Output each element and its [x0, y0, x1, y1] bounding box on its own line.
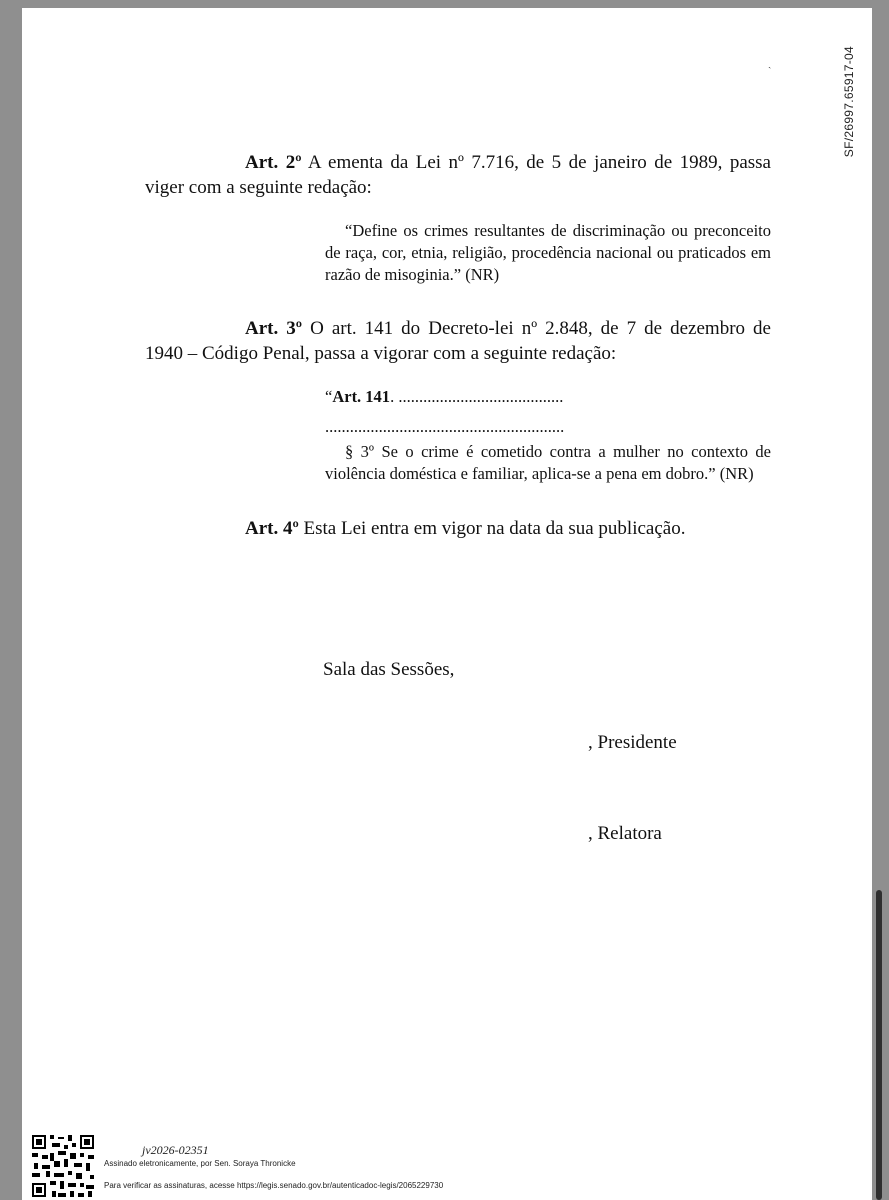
document-page — [22, 8, 872, 1200]
open-quote: “ — [325, 387, 333, 406]
signature-note: Assinado eletronicamente, por Sen. Soraya Thronicke — [104, 1159, 296, 1168]
sala-das-sessoes: Sala das Sessões, — [323, 659, 455, 680]
relatora-signature: , Relatora — [588, 823, 662, 844]
article-3-text: O art. 141 do Decreto-lei nº 2.848, de 7 de dezembro de 1940 – Código Penal, passa a vigorar com a seguinte redação: — [145, 318, 771, 364]
tick-mark: ˎ — [768, 58, 772, 69]
article-2-label: Art. 2º — [245, 152, 302, 173]
article-141-line — [325, 386, 563, 408]
document-side-code: SF/26997.65917-04 — [842, 46, 856, 158]
article-2-quote: “Define os crimes resultantes de discriminação ou preconceito de raça, cor, etnia, religião, procedência nacional ou praticados em razão de misoginia.” (NR) — [325, 221, 771, 284]
scrollbar-thumb[interactable] — [876, 890, 882, 1200]
article-141-paragraph-3: § 3º Se o crime é cometido contra a mulher no contexto de violência doméstica e familiar, aplica-se a pena em dobro.” (NR) — [325, 442, 771, 483]
article-3-label: Art. 3º — [245, 318, 303, 339]
document-code: jv2026-02351 — [142, 1143, 209, 1157]
article-4-label: Art. 4º — [245, 518, 299, 539]
article-2-text: A ementa da Lei nº 7.716, de 5 de janeiro de 1989, passa viger com a seguinte redação: — [145, 152, 771, 198]
qr-code-icon — [30, 1133, 96, 1199]
article-4-text: Esta Lei entra em vigor na data da sua publicação. — [298, 518, 686, 539]
verification-note: Para verificar as assinaturas, acesse https://legis.senado.gov.br/autenticadoc-legis/2065229730 — [104, 1181, 444, 1190]
article-2 — [145, 150, 771, 200]
presidente-signature: , Presidente — [588, 732, 677, 753]
article-141-dots: . ........................................ — [390, 387, 564, 406]
article-3 — [145, 316, 771, 366]
omission-dots: .......................................................... — [325, 417, 565, 436]
article-4 — [145, 516, 771, 541]
article-141-label: Art. 141 — [332, 387, 391, 406]
